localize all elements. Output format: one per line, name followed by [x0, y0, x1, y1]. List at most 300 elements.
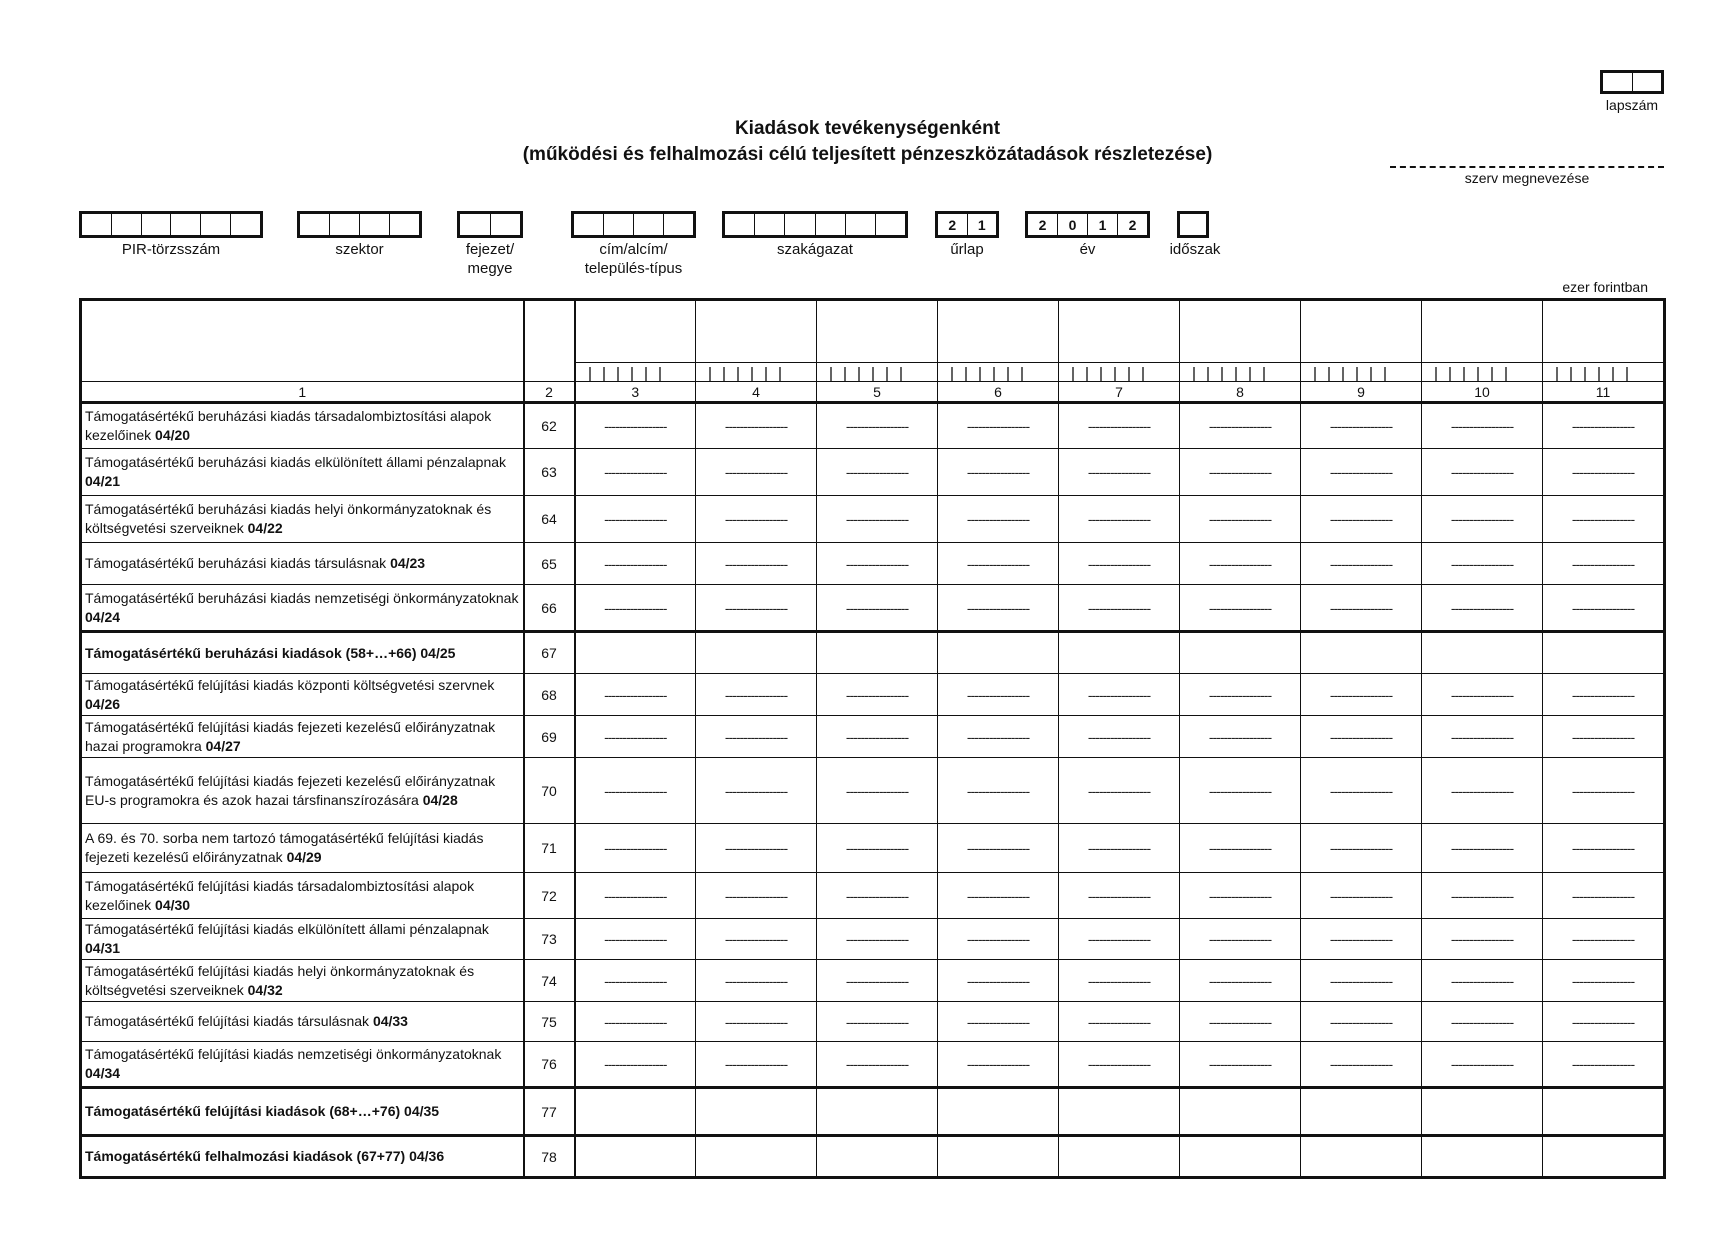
disabled-cell: ----------------- — [938, 543, 1059, 585]
table-row — [81, 960, 1665, 1002]
column-number: 1 — [81, 382, 524, 403]
disabled-cell: ----------------- — [696, 403, 817, 449]
ev-label: év — [1079, 241, 1096, 258]
row-name-text: Támogatásértékű felújítási kiadás nemzetiségi önkormányzatoknak — [85, 1046, 502, 1062]
disabled-cell: ----------------- — [1422, 543, 1543, 585]
disabled-cell: ----------------- — [938, 449, 1059, 496]
cim-digit[interactable] — [664, 214, 693, 235]
cim-field[interactable] — [571, 211, 696, 238]
disabled-cell: ----------------- — [1180, 585, 1301, 632]
disabled-cell: ----------------- — [1180, 1002, 1301, 1042]
value-cell[interactable] — [1059, 1136, 1180, 1178]
row-code: 04/25 — [420, 644, 456, 661]
col-header-blank[interactable] — [575, 300, 696, 363]
row-name — [81, 1088, 524, 1136]
col-code-ticks[interactable] — [696, 363, 817, 382]
disabled-cell: ----------------- — [938, 1042, 1059, 1088]
row-sorszam: 62 — [524, 403, 575, 449]
col-header-blank[interactable] — [696, 300, 817, 363]
row-name — [81, 960, 524, 1002]
disabled-cell: ----------------- — [1301, 716, 1422, 758]
disabled-cell: ----------------- — [575, 758, 696, 824]
disabled-cell: ----------------- — [1422, 960, 1543, 1002]
disabled-cell: ----------------- — [938, 1002, 1059, 1042]
col-code-ticks[interactable] — [817, 363, 938, 382]
table-row — [81, 716, 1665, 758]
disabled-cell: ----------------- — [575, 1042, 696, 1088]
disabled-cell: ----------------- — [696, 960, 817, 1002]
value-cell[interactable] — [1543, 632, 1665, 674]
disabled-cell: ----------------- — [938, 496, 1059, 543]
value-cell[interactable] — [817, 1136, 938, 1178]
disabled-cell: ----------------- — [1543, 960, 1665, 1002]
disabled-cell: ----------------- — [1059, 716, 1180, 758]
col-code-ticks[interactable] — [938, 363, 1059, 382]
pir-label: PIR-törzsszám — [121, 241, 221, 258]
row-sorszam: 63 — [524, 449, 575, 496]
fejezet-digit[interactable] — [460, 214, 491, 235]
disabled-cell: ----------------- — [1180, 1042, 1301, 1088]
disabled-cell: ----------------- — [1180, 449, 1301, 496]
row-name-text: Támogatásértékű felújítási kiadások (68+…+76) — [85, 1103, 405, 1119]
tick-marks-icon — [696, 363, 817, 381]
disabled-cell: ----------------- — [1301, 496, 1422, 543]
cim-digit[interactable] — [574, 214, 604, 235]
disabled-cell: ----------------- — [1543, 585, 1665, 632]
column-number: 11 — [1543, 382, 1665, 403]
value-cell[interactable] — [938, 1088, 1059, 1136]
disabled-cell: ----------------- — [1301, 449, 1422, 496]
value-cell[interactable] — [1422, 1136, 1543, 1178]
row-name-text: Támogatásértékű felhalmozási kiadások (67+77) — [85, 1148, 410, 1164]
szakagazat-digit[interactable] — [755, 214, 785, 235]
disabled-cell: ----------------- — [1059, 824, 1180, 873]
row-sorszam: 64 — [524, 496, 575, 543]
column-number: 7 — [1059, 382, 1180, 403]
row-name-text: Támogatásértékű felújítási kiadás helyi önkormányzatoknak és költségvetési szerveiknek — [85, 962, 475, 998]
row-sorszam: 77 — [524, 1088, 575, 1136]
row-code: 04/35 — [404, 1103, 440, 1119]
pir-digit[interactable] — [142, 214, 172, 235]
col-header-blank[interactable] — [1301, 300, 1422, 363]
column-number: 2 — [524, 382, 575, 403]
disabled-cell: ----------------- — [1180, 758, 1301, 824]
pir-digit[interactable] — [171, 214, 201, 235]
disabled-cell: ----------------- — [1180, 824, 1301, 873]
row-name-text: Támogatásértékű beruházási kiadás társulásnak — [85, 555, 391, 571]
row-code: 04/20 — [155, 427, 191, 443]
col-header-blank[interactable] — [1059, 300, 1180, 363]
disabled-cell: ----------------- — [817, 716, 938, 758]
disabled-cell: ----------------- — [696, 716, 817, 758]
tick-marks-icon — [1059, 363, 1180, 381]
disabled-cell: ----------------- — [817, 1002, 938, 1042]
disabled-cell: ----------------- — [1422, 919, 1543, 960]
table-row — [81, 919, 1665, 960]
disabled-cell: ----------------- — [1059, 758, 1180, 824]
disabled-cell: ----------------- — [1543, 873, 1665, 919]
col-header-sorszam — [524, 300, 575, 382]
fejezet-field[interactable] — [457, 211, 523, 238]
fejezet-label: fejezet/ megye — [465, 241, 515, 277]
disabled-cell: ----------------- — [817, 919, 938, 960]
table-row — [81, 824, 1665, 873]
disabled-cell: ----------------- — [1301, 1042, 1422, 1088]
disabled-cell: ----------------- — [817, 824, 938, 873]
szakagazat-digit[interactable] — [725, 214, 755, 235]
value-cell[interactable] — [1059, 632, 1180, 674]
disabled-cell: ----------------- — [1180, 919, 1301, 960]
row-code: 04/32 — [247, 981, 283, 998]
value-cell[interactable] — [1543, 1088, 1665, 1136]
disabled-cell: ----------------- — [817, 758, 938, 824]
disabled-cell: ----------------- — [1059, 403, 1180, 449]
disabled-cell: ----------------- — [1543, 496, 1665, 543]
urlap-field[interactable] — [935, 211, 999, 238]
disabled-cell: ----------------- — [1543, 1042, 1665, 1088]
pir-digit[interactable] — [112, 214, 142, 235]
row-name — [81, 449, 524, 496]
row-code: 04/27 — [205, 737, 241, 754]
disabled-cell: ----------------- — [696, 1042, 817, 1088]
disabled-cell: ----------------- — [1301, 1002, 1422, 1042]
row-sorszam: 68 — [524, 674, 575, 716]
idoszak-label: időszak — [1169, 241, 1221, 258]
row-name — [81, 758, 524, 824]
urlap-label: űrlap — [950, 241, 984, 258]
szektor-digit[interactable] — [390, 214, 419, 235]
disabled-cell: ----------------- — [575, 585, 696, 632]
disabled-cell: ----------------- — [1422, 1002, 1543, 1042]
value-cell[interactable] — [575, 632, 696, 674]
value-cell[interactable] — [696, 1136, 817, 1178]
disabled-cell: ----------------- — [1301, 824, 1422, 873]
col-header-blank[interactable] — [1180, 300, 1301, 363]
value-cell[interactable] — [938, 1136, 1059, 1178]
disabled-cell: ----------------- — [1301, 403, 1422, 449]
value-cell[interactable] — [1301, 632, 1422, 674]
disabled-cell: ----------------- — [696, 1002, 817, 1042]
disabled-cell: ----------------- — [696, 758, 817, 824]
szektor-label: szektor — [335, 241, 384, 258]
row-code: 04/36 — [409, 1148, 445, 1164]
page-number-digit[interactable] — [1603, 73, 1633, 91]
disabled-cell: ----------------- — [1059, 496, 1180, 543]
disabled-cell: ----------------- — [1059, 1002, 1180, 1042]
row-name-text: Támogatásértékű felújítási kiadás elkülönített állami pénzalapnak — [85, 921, 489, 937]
disabled-cell: ----------------- — [696, 824, 817, 873]
value-cell[interactable] — [817, 632, 938, 674]
row-name-text: A 69. és 70. sorba nem tartozó támogatásértékű felújítási kiadás fejezeti kezelésű előirányzatnak — [85, 830, 484, 865]
disabled-cell: ----------------- — [575, 824, 696, 873]
row-sorszam: 67 — [524, 632, 575, 674]
col-header-blank[interactable] — [1422, 300, 1543, 363]
disabled-cell: ----------------- — [1422, 585, 1543, 632]
disabled-cell: ----------------- — [1180, 674, 1301, 716]
table-row — [81, 449, 1665, 496]
column-number: 6 — [938, 382, 1059, 403]
disabled-cell: ----------------- — [817, 873, 938, 919]
disabled-cell: ----------------- — [1059, 543, 1180, 585]
row-name-text: Támogatásértékű felújítási kiadás társadalombiztosítási alapok kezelőinek — [85, 877, 475, 913]
disabled-cell: ----------------- — [1059, 873, 1180, 919]
disabled-cell: ----------------- — [817, 960, 938, 1002]
szakagazat-label: szakágazat — [777, 241, 853, 258]
idoszak-digit[interactable] — [1180, 214, 1206, 235]
value-cell[interactable] — [575, 1088, 696, 1136]
urlap-digit[interactable]: 1 — [977, 216, 986, 233]
table-row — [81, 1136, 1665, 1178]
value-cell[interactable] — [938, 632, 1059, 674]
value-cell[interactable] — [1059, 1088, 1180, 1136]
disabled-cell: ----------------- — [696, 449, 817, 496]
disabled-cell: ----------------- — [1059, 919, 1180, 960]
cim-digit[interactable] — [634, 214, 664, 235]
row-name — [81, 632, 524, 674]
disabled-cell: ----------------- — [1543, 758, 1665, 824]
row-code: 04/28 — [422, 791, 458, 808]
urlap-digit[interactable]: 2 — [938, 214, 968, 235]
row-code: 04/26 — [85, 695, 121, 712]
row-name-text: Támogatásértékű felújítási kiadás fejezeti kezelésű előirányzatnak hazai programokra — [85, 718, 496, 754]
disabled-cell: ----------------- — [575, 449, 696, 496]
table-row — [81, 1042, 1665, 1088]
pir-digit[interactable] — [201, 214, 231, 235]
col-code-ticks[interactable] — [1180, 363, 1301, 382]
szakagazat-digit[interactable] — [785, 214, 815, 235]
disabled-cell: ----------------- — [1059, 585, 1180, 632]
disabled-cell: ----------------- — [696, 543, 817, 585]
col-header-blank[interactable] — [938, 300, 1059, 363]
disabled-cell: ----------------- — [1180, 403, 1301, 449]
szakagazat-digit[interactable] — [816, 214, 846, 235]
page-number-digit[interactable] — [1633, 73, 1662, 91]
tick-marks-icon — [817, 363, 938, 381]
szektor-digit[interactable] — [330, 214, 360, 235]
disabled-cell: ----------------- — [696, 674, 817, 716]
row-name-text: Támogatásértékű felújítási kiadás fejezeti kezelésű előirányzatnak EU-s programokra és azok hazai társfinanszírozására — [85, 772, 496, 808]
row-sorszam: 66 — [524, 585, 575, 632]
column-number: 9 — [1301, 382, 1422, 403]
value-cell[interactable] — [575, 1136, 696, 1178]
cim-label: cím/alcím/ település-típus — [584, 241, 683, 277]
pir-field[interactable] — [79, 211, 263, 238]
col-code-ticks[interactable] — [1422, 363, 1543, 382]
col-code-ticks[interactable] — [1543, 363, 1665, 382]
table-row — [81, 632, 1665, 674]
tick-marks-icon — [1180, 363, 1301, 381]
disabled-cell: ----------------- — [938, 758, 1059, 824]
disabled-cell: ----------------- — [1422, 716, 1543, 758]
row-sorszam: 65 — [524, 543, 575, 585]
disabled-cell: ----------------- — [817, 543, 938, 585]
disabled-cell: ----------------- — [1543, 1002, 1665, 1042]
disabled-cell: ----------------- — [938, 873, 1059, 919]
szektor-field[interactable] — [297, 211, 422, 238]
disabled-cell: ----------------- — [1422, 758, 1543, 824]
ev-digit[interactable]: 2 — [1028, 214, 1058, 235]
row-code: 04/31 — [85, 940, 121, 956]
row-sorszam: 74 — [524, 960, 575, 1002]
pir-digit[interactable] — [82, 214, 112, 235]
disabled-cell: ----------------- — [1301, 960, 1422, 1002]
disabled-cell: ----------------- — [1422, 1042, 1543, 1088]
row-code: 04/24 — [85, 608, 121, 625]
table-row — [81, 1088, 1665, 1136]
disabled-cell: ----------------- — [1180, 716, 1301, 758]
disabled-cell: ----------------- — [1422, 449, 1543, 496]
value-cell[interactable] — [1180, 1136, 1301, 1178]
disabled-cell: ----------------- — [1180, 873, 1301, 919]
tick-marks-icon — [576, 363, 697, 381]
disabled-cell: ----------------- — [1301, 758, 1422, 824]
tick-marks-icon — [938, 363, 1059, 381]
disabled-cell: ----------------- — [696, 873, 817, 919]
row-code: 04/22 — [247, 520, 283, 536]
col-code-ticks[interactable] — [575, 363, 696, 382]
row-name-text: Támogatásértékű beruházási kiadás elkülönített állami pénzalapnak — [85, 454, 507, 470]
disabled-cell: ----------------- — [817, 1042, 938, 1088]
page-number-box[interactable] — [1600, 70, 1664, 94]
value-cell[interactable] — [1301, 1136, 1422, 1178]
disabled-cell: ----------------- — [817, 403, 938, 449]
disabled-cell: ----------------- — [1301, 543, 1422, 585]
fejezet-digit[interactable] — [491, 214, 521, 235]
col-header-blank[interactable] — [817, 300, 938, 363]
value-cell[interactable] — [1543, 1136, 1665, 1178]
disabled-cell: ----------------- — [938, 824, 1059, 873]
row-sorszam: 73 — [524, 919, 575, 960]
row-name — [81, 919, 524, 960]
disabled-cell: ----------------- — [1059, 674, 1180, 716]
table-row — [81, 585, 1665, 632]
szektor-digit[interactable] — [300, 214, 330, 235]
table-row — [81, 403, 1665, 449]
table-row — [81, 758, 1665, 824]
tick-marks-icon — [1301, 363, 1422, 381]
value-cell[interactable] — [1180, 1088, 1301, 1136]
value-cell[interactable] — [1180, 632, 1301, 674]
ev-field[interactable] — [1025, 211, 1150, 238]
table-row — [81, 496, 1665, 543]
disabled-cell: ----------------- — [1301, 919, 1422, 960]
value-cell[interactable] — [696, 632, 817, 674]
disabled-cell: ----------------- — [575, 873, 696, 919]
row-sorszam: 70 — [524, 758, 575, 824]
disabled-cell: ----------------- — [1180, 960, 1301, 1002]
col-code-ticks[interactable] — [1059, 363, 1180, 382]
row-sorszam: 71 — [524, 824, 575, 873]
table-row — [81, 543, 1665, 585]
disabled-cell: ----------------- — [696, 919, 817, 960]
row-name — [81, 585, 524, 632]
page-number-label: lapszám — [1605, 97, 1659, 113]
value-cell[interactable] — [817, 1088, 938, 1136]
cim-digit[interactable] — [604, 214, 634, 235]
disabled-cell: ----------------- — [1543, 403, 1665, 449]
disabled-cell: ----------------- — [817, 449, 938, 496]
row-code: 04/29 — [286, 849, 322, 865]
row-name — [81, 1136, 524, 1178]
value-cell[interactable] — [1422, 1088, 1543, 1136]
disabled-cell: ----------------- — [938, 919, 1059, 960]
col-header-blank[interactable] — [1543, 300, 1665, 363]
ev-digit[interactable]: 1 — [1088, 214, 1118, 235]
row-name — [81, 873, 524, 919]
disabled-cell: ----------------- — [1301, 873, 1422, 919]
disabled-cell: ----------------- — [938, 716, 1059, 758]
column-number: 3 — [575, 382, 696, 403]
table-row — [81, 674, 1665, 716]
column-number: 8 — [1180, 382, 1301, 403]
disabled-cell: ----------------- — [1422, 674, 1543, 716]
ev-digit[interactable]: 0 — [1058, 214, 1088, 235]
disabled-cell: ----------------- — [1059, 960, 1180, 1002]
row-sorszam: 75 — [524, 1002, 575, 1042]
row-name — [81, 403, 524, 449]
szakagazat-digit[interactable] — [846, 214, 876, 235]
expenditure-table — [79, 298, 1666, 1179]
table-row — [81, 873, 1665, 919]
row-name — [81, 543, 524, 585]
row-name — [81, 824, 524, 873]
row-sorszam: 69 — [524, 716, 575, 758]
disabled-cell: ----------------- — [575, 674, 696, 716]
szakagazat-field[interactable] — [722, 211, 908, 238]
row-sorszam: 76 — [524, 1042, 575, 1088]
row-name — [81, 1002, 524, 1042]
value-cell[interactable] — [696, 1088, 817, 1136]
szektor-digit[interactable] — [360, 214, 390, 235]
tick-marks-icon — [1422, 363, 1543, 381]
row-code: 04/33 — [372, 1013, 408, 1029]
disabled-cell: ----------------- — [1422, 496, 1543, 543]
disabled-cell: ----------------- — [575, 543, 696, 585]
disabled-cell: ----------------- — [938, 585, 1059, 632]
pir-digit[interactable] — [231, 214, 260, 235]
column-number: 5 — [817, 382, 938, 403]
row-name — [81, 674, 524, 716]
value-cell[interactable] — [1422, 632, 1543, 674]
disabled-cell: ----------------- — [1543, 919, 1665, 960]
szakagazat-digit[interactable] — [876, 214, 905, 235]
disabled-cell: ----------------- — [1059, 449, 1180, 496]
disabled-cell: ----------------- — [938, 674, 1059, 716]
row-name-text: Támogatásértékű beruházási kiadás társadalombiztosítási alapok kezelőinek — [85, 408, 492, 443]
column-number: 10 — [1422, 382, 1543, 403]
disabled-cell: ----------------- — [1543, 716, 1665, 758]
col-code-ticks[interactable] — [1301, 363, 1422, 382]
currency-note: ezer forintban — [1562, 279, 1648, 295]
value-cell[interactable] — [1301, 1088, 1422, 1136]
disabled-cell: ----------------- — [1180, 543, 1301, 585]
disabled-cell: ----------------- — [938, 960, 1059, 1002]
disabled-cell: ----------------- — [1301, 674, 1422, 716]
disabled-cell: ----------------- — [1301, 585, 1422, 632]
disabled-cell: ----------------- — [1543, 674, 1665, 716]
disabled-cell: ----------------- — [817, 496, 938, 543]
disabled-cell: ----------------- — [575, 960, 696, 1002]
ev-digit[interactable]: 2 — [1128, 216, 1137, 233]
row-name — [81, 716, 524, 758]
tick-marks-icon — [1543, 363, 1664, 381]
idoszak-field[interactable] — [1177, 211, 1209, 238]
page-subtitle: (működési és felhalmozási célú teljesített pénzeszközátadások részletezése) — [522, 144, 1213, 165]
row-code: 04/21 — [85, 473, 121, 489]
org-name-field[interactable] — [1390, 160, 1664, 168]
page-title: Kiadások tevékenységenként — [734, 118, 1001, 139]
row-name-text: Támogatásértékű felújítási kiadás központi költségvetési szervnek — [85, 676, 495, 693]
